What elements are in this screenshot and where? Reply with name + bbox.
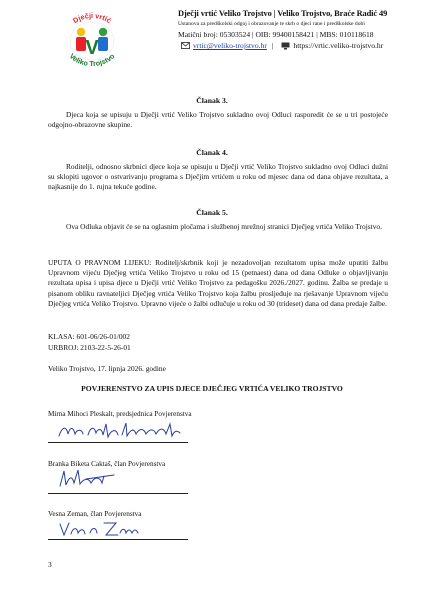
- page-number: 3: [48, 560, 52, 569]
- member-name: Vesna Zeman, član Povjerenstva: [48, 510, 142, 518]
- member-name: Branka Biketa Caktaš, član Povjerenstva: [48, 460, 166, 468]
- article-5-heading: Članak 5.: [196, 208, 228, 217]
- signature-2: [56, 467, 126, 491]
- letterhead-title: Dječji vrtić Veliko Trojstvo | Veliko Trojstvo, Braće Radić 49: [178, 9, 388, 18]
- committee-title: POVJERENSTVO ZA UPIS DJECE DJEČJEG VRTIĆA VELIKO TROJSTVO: [81, 384, 343, 393]
- logo-text-bottom: Veliko Trojstvo: [67, 51, 117, 68]
- envelope-icon: [181, 42, 190, 49]
- klasa: KLASA: 601-06/26-01/002: [48, 332, 130, 341]
- urbroj: URBROJ: 2103-22-5-26-01: [48, 343, 131, 352]
- website-link[interactable]: https://vrtic.veliko-trojstvo.hr: [293, 41, 384, 50]
- article-3-heading: Članak 3.: [196, 96, 228, 105]
- logo-letter: V: [85, 37, 99, 59]
- letterhead: [178, 9, 404, 50]
- article-5-text: Ova Odluka objavit će se na oglasnim pločama i službenoj mrežnoj stranici Dječjeg vrtića Veliko Trojstvo.: [66, 222, 382, 231]
- letterhead-subtitle: Ustanova za predškolski odgoj i obrazovanje te skrb o djeci rane i predškolske dobi: [178, 21, 365, 27]
- logo-text-top: Dječji vrtić: [71, 10, 113, 26]
- article-3-text: Djeca koja se upisuju u Dječji vrtić Veliko Trojstvo sukladno ovoj Odluci rasporedit će se u tri postojeće odgojno-obrazovne skupine.: [48, 110, 388, 130]
- signature-1: [56, 419, 186, 443]
- signature-3: [56, 518, 146, 540]
- date-line: Veliko Trojstvo, 17. lipnja 2026. godine: [48, 364, 166, 373]
- email-link[interactable]: vrtic@veliko-trojstvo.hr: [193, 41, 267, 50]
- article-4-text: Roditelji, odnosno skrbnici djece koja se upisuju u Dječji vrtić Veliko Trojstvo sukladno ovoj Odluci dužni su sklopiti ugovor o ostvarivanju programa s Dječjim vrtićem u roku od mjesec dana od dana objave rezultata, a najkasnije do 1. rujna tekuće godine.: [48, 162, 388, 192]
- signature-line: [48, 442, 188, 443]
- monitor-icon: [281, 42, 290, 50]
- legal-remedy-notice: UPUTA O PRAVNOM LIJEKU: Roditelj/skrbnik koji je nezadovoljan rezultatom upisa može uputiti žalbu Upravnom vijeću Dječjeg vrtića Veliko Trojstvo u roku od 15 (petnaest) dana od dana Odluke o objavljivanju rezultata upisa i upisa djece u Dječji vrtić Veliko Trojstvo za pedagošku 2026./2027. godinu. Žalba se predaje u pisanom obliku ravnateljici Dječjeg vrtića Veliko Trojstvo koja žalbu prosljeđuje na rješavanje Upravnom vijeću Dječjeg vrtića Veliko Trojstvo. Upravno vijeće o žalbi odlučuje u roku od 30 (trideset) dana od dana predaje žalbe.: [48, 258, 388, 308]
- kindergarten-logo-icon: [56, 10, 128, 68]
- signature-line: [48, 539, 188, 540]
- letterhead-ids: Matični broj: 05303524 | OIB: 99400158421 | MBS: 010118618: [178, 30, 374, 39]
- member-name: Mirna Mihoci Pleskalt, predsjednica Povjerenstva: [48, 410, 192, 418]
- article-4-heading: Članak 4.: [196, 148, 228, 157]
- letterhead-contact: vrtic@veliko-trojstvo.hr | https://vrtic.veliko-trojstvo.hr: [178, 41, 404, 50]
- signature-line: [48, 493, 188, 494]
